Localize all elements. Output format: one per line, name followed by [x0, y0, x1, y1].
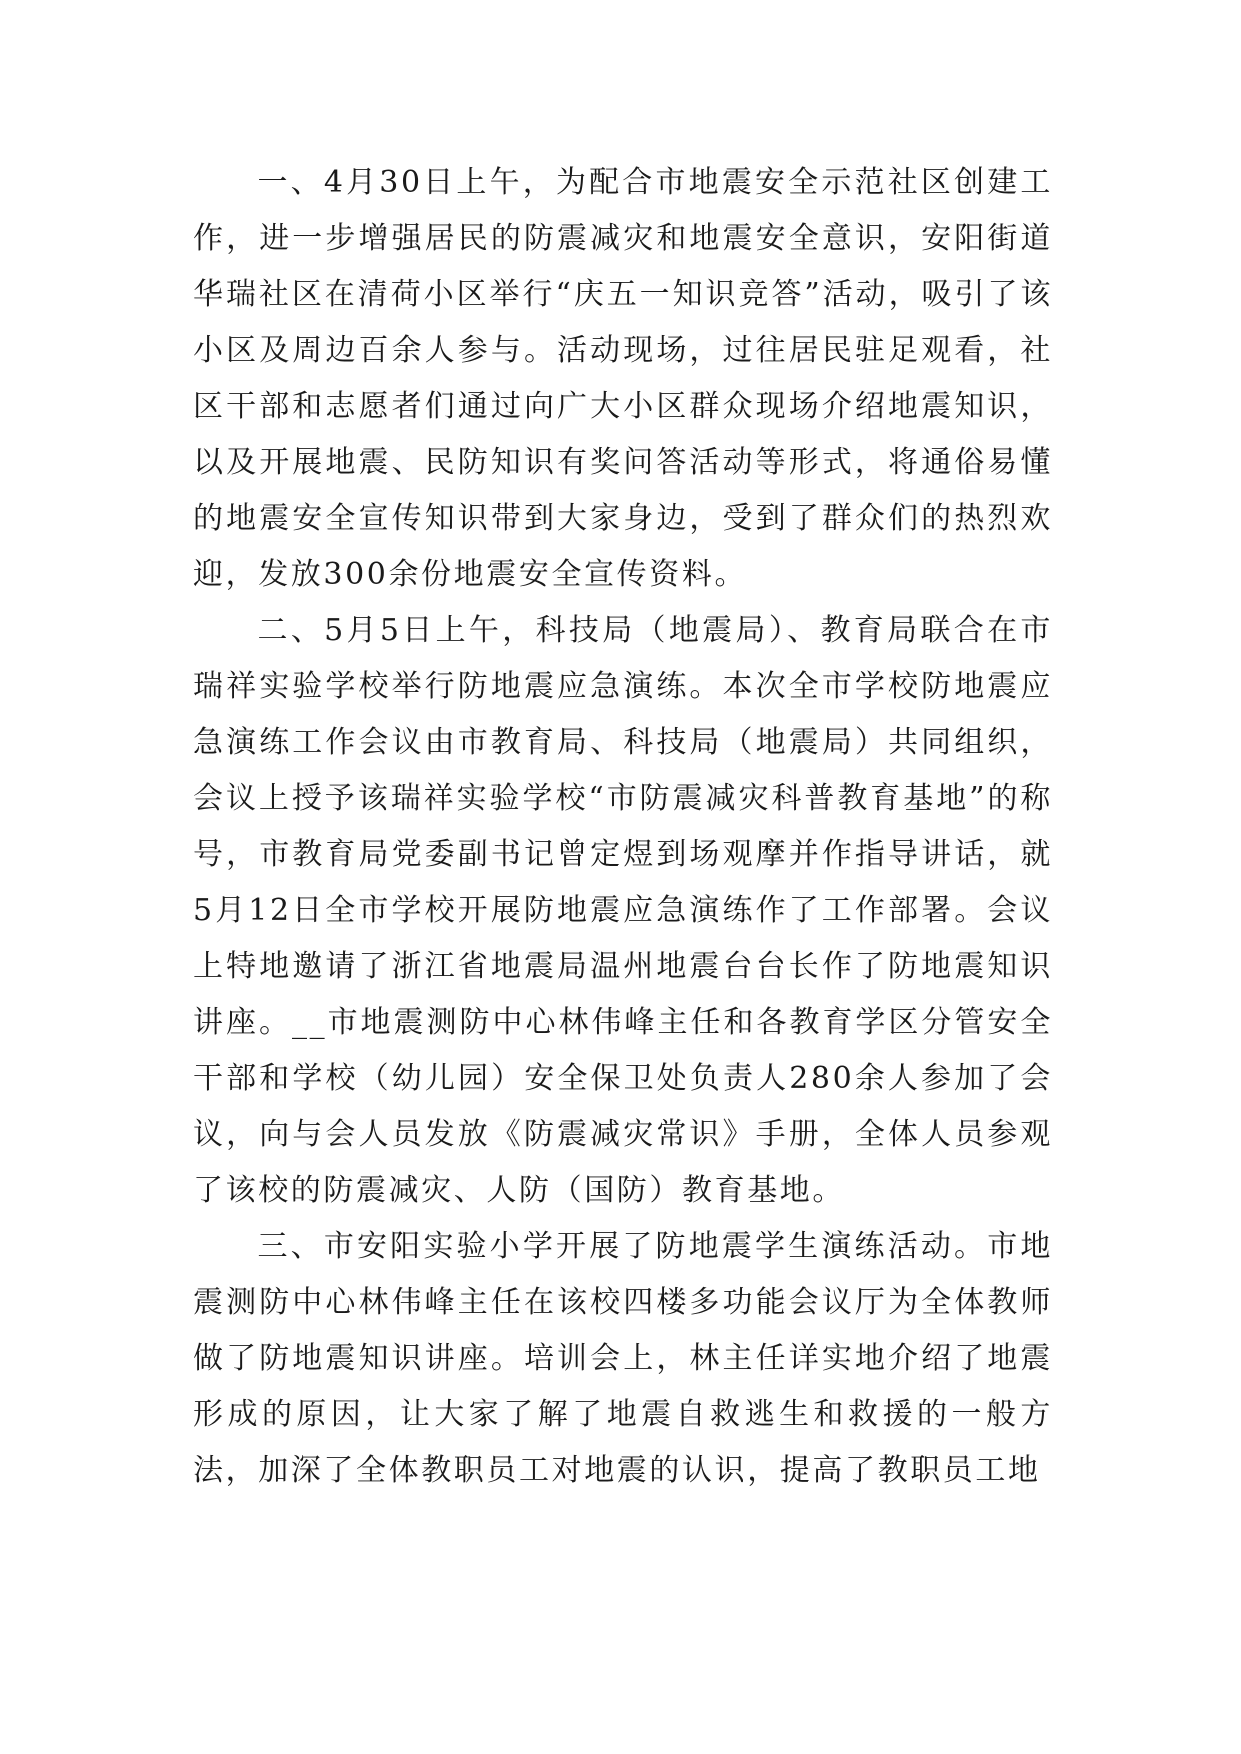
paragraph-community-quiz: 一、4月30日上午，为配合市地震安全示范社区创建工作，进一步增强居民的防震减灾和地震安全意识，安阳街道华瑞社区在清荷小区举行“庆五一知识竞答”活动，吸引了该小区及周边百余人参与。活动现场，过往居民驻足观看，社区干部和志愿者们通过向广大小区群众现场介绍地震知识，以及开展地震、民防知识有奖问答活动等形式，将通俗易懂的地震安全宣传知识带到大家身边，受到了群众们的热烈欢迎，发放300余份地震安全宣传资料。 — [193, 165, 1053, 592]
paragraph-primary-school-drill: 三、市安阳实验小学开展了防地震学生演练活动。市地震测防中心林伟峰主任在该校四楼多功能会议厅为全体教师做了防地震知识讲座。培训会上，林主任详实地介绍了地震形成的原因，让大家了解了地震自救逃生和救援的一般方法，加深了全体教职员工对地震的认识，提高了教职员工地 — [193, 1229, 1053, 1488]
paragraph-school-drill-meeting: 二、5月5日上午，科技局（地震局）、教育局联合在市瑞祥实验学校举行防地震应急演练。本次全市学校防地震应急演练工作会议由市教育局、科技局（地震局）共同组织，会议上授予该瑞祥实验学校“市防震减灾科普教育基地”的称号，市教育局党委副书记曾定煜到场观摩并作指导讲话，就5月12日全市学校开展防地震应急演练作了工作部署。会议上特地邀请了浙江省地震局温州地震台台长作了防地震知识讲座。__市地震测防中心林伟峰主任和各教育学区分管安全干部和学校（幼儿园）安全保卫处负责人280余人参加了会议，向与会人员发放《防震减灾常识》手册，全体人员参观了该校的防震减灾、人防（国防）教育基地。 — [193, 613, 1053, 1208]
document-body — [193, 155, 1053, 1499]
